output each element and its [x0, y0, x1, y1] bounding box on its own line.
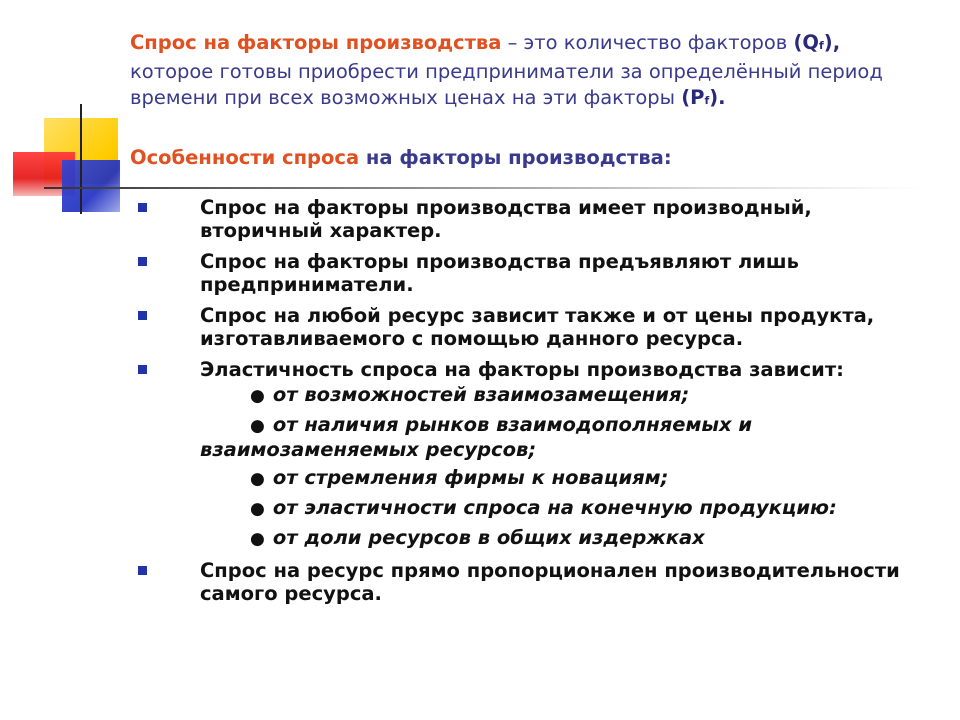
features-title-rest: на факторы производства:	[359, 146, 672, 169]
p-symbol	[681, 86, 725, 109]
square-bullet-icon	[138, 311, 147, 320]
q-close: ),	[823, 31, 841, 54]
p-close: ).	[709, 86, 726, 109]
list-item-text: Спрос на ресурс прямо пропорционален производительности самого ресурса.	[200, 559, 900, 605]
elasticity-sub-list	[200, 383, 930, 551]
sub-item-text: от доли ресурсов в общих издержках	[272, 526, 705, 549]
list-item	[130, 358, 930, 551]
sub-list-item	[200, 496, 930, 521]
definition-paragraph	[130, 30, 920, 114]
list-item	[130, 250, 930, 296]
list-item	[130, 559, 930, 605]
sub-item-text: от возможностей взаимозамещения;	[272, 383, 690, 406]
sub-item-text: от стремления фирмы к новациям;	[272, 466, 669, 489]
decor-blue-square	[62, 160, 120, 212]
decor-vertical-line	[80, 104, 82, 214]
list-item	[130, 304, 930, 350]
round-bullet-icon: ●	[250, 499, 265, 519]
q-symbol	[794, 31, 841, 54]
round-bullet-icon: ●	[250, 469, 265, 489]
round-bullet-icon: ●	[250, 416, 265, 436]
definition-term: Спрос на факторы производства	[130, 31, 502, 54]
list-item-text: Спрос на факторы производства имеет производный, вторичный характер.	[200, 196, 812, 242]
sub-list-item	[200, 526, 930, 551]
sub-list-item	[200, 383, 930, 408]
sub-item-text: от наличия рынков взаимодополняемых и взаимозаменяемых ресурсов;	[200, 413, 753, 461]
sub-list-item	[200, 413, 930, 461]
p-open: (P	[681, 86, 705, 109]
sub-item-text: от эластичности спроса на конечную продукцию:	[272, 496, 837, 519]
square-bullet-icon	[138, 365, 147, 374]
features-list	[130, 196, 930, 613]
list-item-text: Спрос на факторы производства предъявляют лишь предприниматели.	[200, 250, 799, 296]
sub-list-item	[200, 466, 930, 491]
p-subscript: f	[704, 94, 710, 107]
decor-horizontal-line	[44, 187, 924, 189]
features-title-accent: Особенности спроса	[130, 146, 360, 169]
definition-text-1: – это количество факторов	[501, 31, 794, 54]
square-bullet-icon	[138, 566, 147, 575]
list-item	[130, 196, 930, 242]
features-title	[130, 146, 672, 169]
list-item-text: Спрос на любой ресурс зависит также и от цены продукта, изготавливаемого с помощью данного ресурса.	[200, 304, 875, 350]
definition-text-2: которое готовы приобрести предприниматели за определённый период времени при всех возможных ценах на эти факторы	[130, 60, 883, 109]
q-subscript: f	[819, 39, 824, 52]
round-bullet-icon: ●	[250, 529, 265, 549]
square-bullet-icon	[138, 203, 147, 212]
square-bullet-icon	[138, 257, 147, 266]
q-open: (Q	[793, 31, 819, 54]
list-item-text: Эластичность спроса на факторы производства зависит:	[200, 358, 844, 381]
round-bullet-icon: ●	[250, 386, 265, 406]
